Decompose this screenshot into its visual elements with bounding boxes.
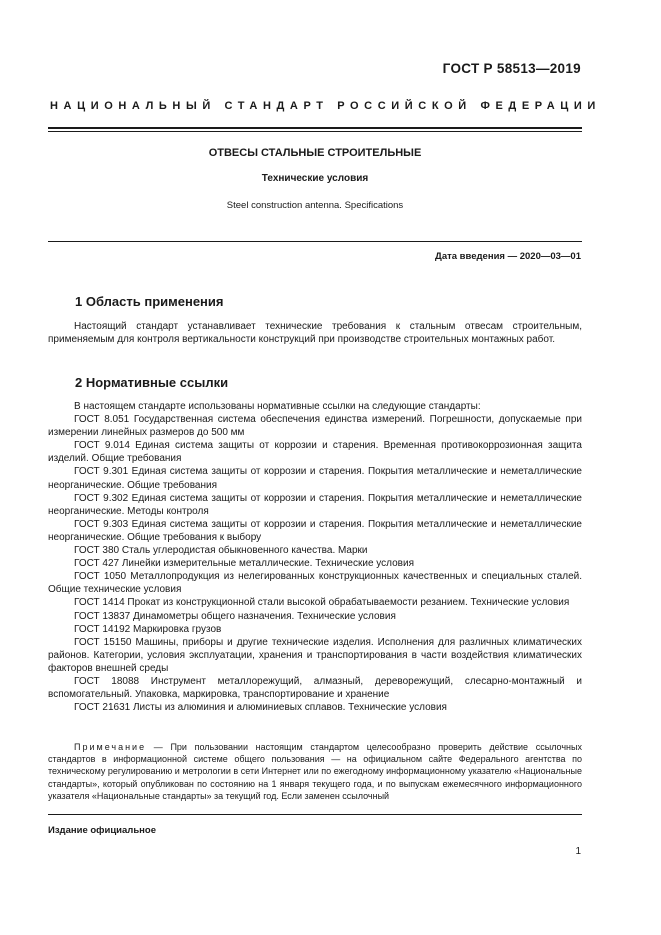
document-code: ГОСТ Р 58513—2019: [442, 61, 581, 76]
document-title-english: Steel construction antenna. Specifications: [226, 200, 404, 211]
reference-item: ГОСТ 9.014 Единая система защиты от коррозии и старения. Временная противокоррозионная защита изделий. Общие требования: [48, 440, 582, 465]
section-2-heading: 2 Нормативные ссылки: [75, 375, 229, 390]
references-note: [48, 741, 582, 802]
reference-item: ГОСТ 18088 Инструмент металлорежущий, алмазный, дереворежущий, слесарно-монтажный и вспомогательный. Упаковка, маркировка, транспортирование и хранение: [48, 675, 582, 701]
reference-item: ГОСТ 8.051 Государственная система обеспечения единства измерений. Погрешности, допускаемые при измерении линейных размеров до 500 мм: [48, 414, 582, 439]
section-1-paragraph: [48, 320, 582, 347]
header-rule-thick: [48, 127, 582, 129]
reference-item: ГОСТ 9.303 Единая система защиты от коррозии и старения. Покрытия металлические и неметаллические неорганические. Общие требования к выбору: [48, 518, 582, 543]
page-number: 1: [575, 846, 581, 857]
reference-item: ГОСТ 1414 Прокат из конструкционной стали высокой обрабатываемости резанием. Технические условия: [74, 597, 570, 609]
section-1-text: Настоящий стандарт устанавливает технические требования к стальным отвесам строительным, применяемым для контроля вертикальности конструкций при производстве строительных монтажных работ.: [48, 321, 582, 346]
section-1-heading: 1 Область применения: [75, 294, 224, 309]
reference-item: ГОСТ 1050 Металлопродукция из нелегированных конструкционных качественных и специальных сталей. Общие технические условия: [48, 571, 582, 596]
reference-item: ГОСТ 380 Сталь углеродистая обыкновенного качества. Марки: [74, 545, 368, 557]
reference-item: ГОСТ 14192 Маркировка грузов: [74, 623, 222, 635]
national-standard-banner: НАЦИОНАЛЬНЫЙ СТАНДАРТ РОССИЙСКОЙ ФЕДЕРАЦИИ: [50, 100, 601, 112]
reference-item: ГОСТ 21631 Листы из алюминия и алюминиевых сплавов. Технические условия: [74, 702, 447, 714]
document-title: ОТВЕСЫ СТАЛЬНЫЕ СТРОИТЕЛЬНЫЕ: [208, 147, 422, 159]
footer-rule: [48, 814, 582, 815]
header-rule-thin: [48, 131, 582, 132]
official-edition-label: Издание официальное: [48, 825, 156, 836]
reference-item: ГОСТ 15150 Машины, приборы и другие технические изделия. Исполнения для различных климатических районов. Категории, условия эксплуатации, хранения и транспортирования в части воздействия климатических факторов внешней среды: [48, 636, 582, 674]
introduction-date: Дата введения — 2020—03—01: [435, 251, 581, 262]
reference-item: ГОСТ 13837 Динамометры общего назначения. Технические условия: [74, 610, 396, 622]
title-rule: [48, 241, 582, 242]
note-label: Примечание: [74, 742, 147, 752]
reference-item: ГОСТ 9.302 Единая система защиты от коррозии и старения. Покрытия металлические и неметаллические неорганические. Методы контроля: [48, 492, 582, 517]
references-intro: В настоящем стандарте использованы нормативные ссылки на следующие стандарты:: [74, 401, 481, 412]
normative-references: [48, 400, 582, 714]
document-subtitle: Технические условия: [261, 173, 369, 184]
reference-item: ГОСТ 9.301 Единая система защиты от коррозии и старения. Покрытия металлические и неметаллические неорганические. Общие требования: [48, 466, 582, 491]
note-text: — При пользовании настоящим стандартом целесообразно проверить действие ссылочных стандартов в информационной системе общего пользования — на официальном сайте Федерального агентства по техническому регулированию и метрологии в сети Интернет или по ежегодному информационному указателю «Национальные стандарты», который опубликован по состоянию на 1 января текущего года, и по выпускам ежемесячного информационного указателя «Национальные стандарты» за текущий год. Если заменен ссылочный: [48, 742, 582, 801]
reference-item: ГОСТ 427 Линейки измерительные металлические. Технические условия: [74, 558, 414, 570]
